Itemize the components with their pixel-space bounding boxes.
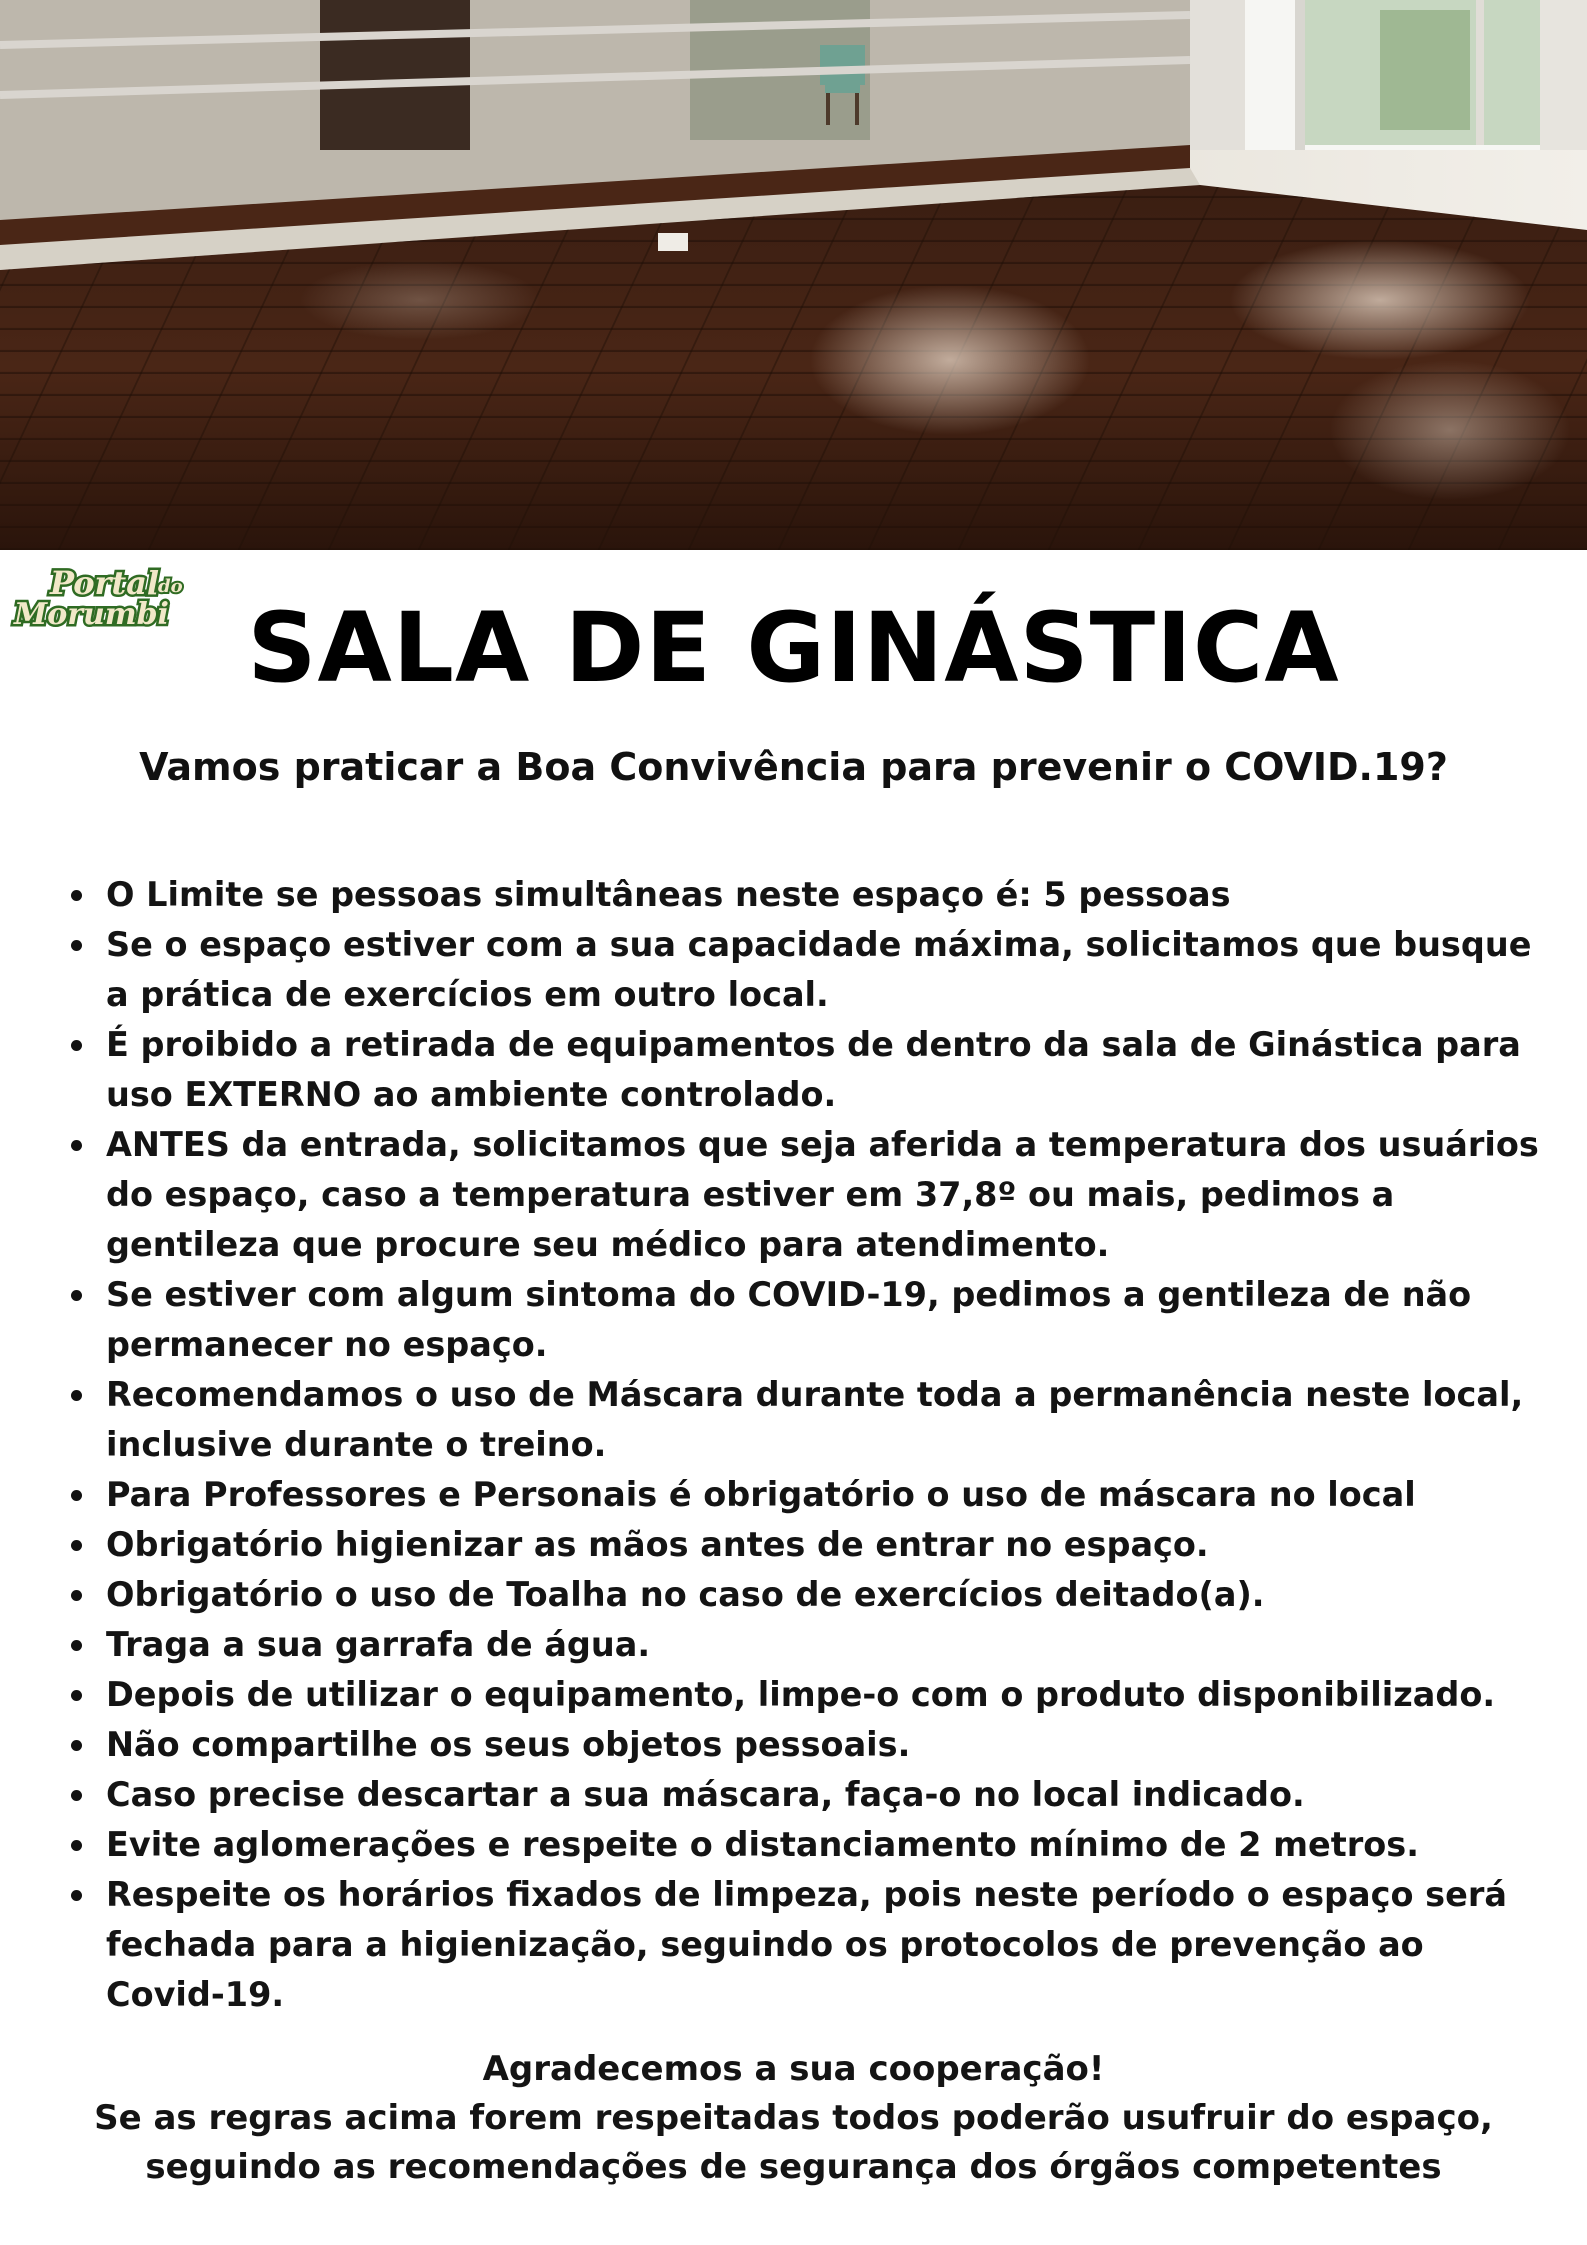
rule-item: Obrigatório higienizar as mãos antes de entrar no espaço. [68,1520,1543,1570]
gym-room-illustration [0,0,1587,550]
rules-list [68,870,1543,2020]
closing-line2: Se as regras acima forem respeitadas todos poderão usufruir do espaço, [94,2098,1493,2138]
closing-message [0,2045,1587,2192]
rule-item: Recomendamos o uso de Máscara durante toda a permanência neste local, inclusive durante o treino. [68,1370,1543,1470]
logo-line1: Portal [50,564,160,602]
rule-item: Evite aglomerações e respeite o distanciamento mínimo de 2 metros. [68,1820,1543,1870]
closing-line1: Agradecemos a sua cooperação! [482,2049,1105,2089]
rule-item: Não compartilhe os seus objetos pessoais. [68,1720,1543,1770]
rule-item: Depois de utilizar o equipamento, limpe-o com o produto disponibilizado. [68,1670,1543,1720]
logo-line2: Morumbi [14,597,169,628]
rule-item: Obrigatório o uso de Toalha no caso de exercícios deitado(a). [68,1570,1543,1620]
closing-line3: seguindo as recomendações de segurança dos órgãos competentes [145,2147,1442,2187]
rule-item: Caso precise descartar a sua máscara, faça-o no local indicado. [68,1770,1543,1820]
rule-item: É proibido a retirada de equipamentos de dentro da sala de Ginástica para uso EXTERNO ao ambiente controlado. [68,1020,1543,1120]
rule-item: O Limite se pessoas simultâneas neste espaço é: 5 pessoas [68,870,1543,920]
page-subtitle: Vamos praticar a Boa Convivência para prevenir o COVID.19? [139,745,1448,789]
page-title: SALA DE GINÁSTICA [247,592,1340,704]
rule-item: ANTES da entrada, solicitamos que seja aferida a temperatura dos usuários do espaço, caso a temperatura estiver em 37,8º ou mais, pedimos a gentileza que procure seu médico para atendimento. [68,1120,1543,1270]
rule-item: Se estiver com algum sintoma do COVID-19, pedimos a gentileza de não permanecer no espaço. [68,1270,1543,1370]
gym-room-photo [0,0,1587,550]
rule-item: Se o espaço estiver com a sua capacidade máxima, solicitamos que busque a prática de exercícios em outro local. [68,920,1543,1020]
logo-line1-small: do [158,576,183,597]
rule-item: Respeite os horários fixados de limpeza, pois neste período o espaço será fechada para a higienização, seguindo os protocolos de prevenção ao Covid-19. [68,1870,1543,2020]
rule-item: Para Professores e Personais é obrigatório o uso de máscara no local [68,1470,1543,1520]
rule-item: Traga a sua garrafa de água. [68,1620,1543,1670]
